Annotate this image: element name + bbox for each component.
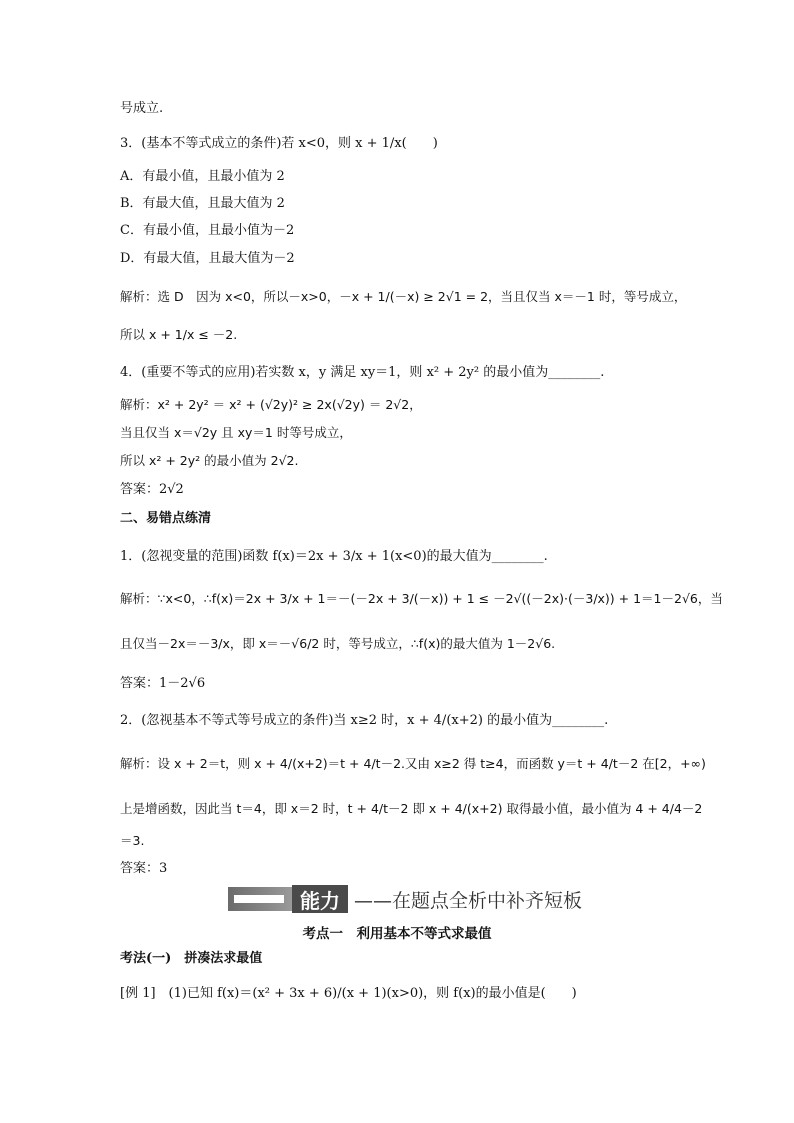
solution-line: 解析：∵x<0，∴f(x)＝2x + 3/x + 1＝－(－2x + 3/(－x)) + 1 ≤ －2√((－2x)·(－3/x)) + 1＝1－2√6，当 [120,591,723,606]
question-2: 2．(忽视基本不等式等号成立的条件)当 x≥2 时，x + 4/(x+2) 的最小值为________. [120,713,609,728]
banner-subtitle: ——在题点全析中补齐短板 [354,889,583,912]
answer-line: 答案：2√2 [120,482,184,497]
question-3: 3．(基本不等式成立的条件)若 x<0，则 x + 1/x( ) [120,136,438,151]
example-1: [例 1] (1)已知 f(x)＝(x² + 3x + 6)/(x + 1)(x>0)，则 f(x)的最小值是( ) [120,986,577,1001]
solution-line: 所以 x² + 2y² 的最小值为 2√2. [120,453,299,468]
solution-line: 解析：选 D 因为 x<0，所以－x>0，－x + 1/(－x) ≥ 2√1 = 2，当且仅当 x＝－1 时，等号成立， [120,289,687,304]
solution-line: ＝3. [120,833,145,848]
solution-line: 所以 x + 1/x ≤ －2. [120,327,238,342]
question-4: 4．(重要不等式的应用)若实数 x，y 满足 xy＝1，则 x² + 2y² 的最小值为________. [120,365,605,380]
solution-line: 且仅当－2x＝－3/x，即 x＝－√6/2 时，等号成立，∴f(x)的最大值为 1－2√6. [120,636,556,651]
ability-banner [228,885,582,913]
option-a: A．有最小值，且最小值为 2 [120,169,285,184]
solution-line: 解析：x² + 2y² ＝ x² + (√2y)² ≥ 2x(√2y) ＝ 2√2， [120,397,422,412]
section-title: 考点一 利用基本不等式求最值 [302,926,492,942]
banner-title: 能力 [292,885,348,913]
answer-line: 答案：3 [120,861,168,876]
question-1: 1．(忽视变量的范围)函数 f(x)＝2x + 3/x + 1(x<0)的最大值为________. [120,549,548,564]
solution-line: 解析：设 x + 2＝t，则 x + 4/(x+2)＝t + 4/t－2.又由 x≥2 得 t≥4，而函数 y＝t + 4/t－2 在[2，+∞) [120,756,706,771]
solution-line: 上是增函数，因此当 t＝4，即 x＝2 时，t + 4/t－2 即 x + 4/(x+2) 取得最小值，最小值为 4 + 4/4－2 [120,801,703,816]
section-heading: 二、易错点练清 [120,511,212,526]
option-d: D．有最大值，且最大值为－2 [120,251,295,266]
option-c: C．有最小值，且最小值为－2 [120,223,295,238]
text-line: 号成立. [120,101,164,116]
option-b: B．有最大值，且最大值为 2 [120,196,285,211]
banner-decoration [228,887,292,911]
method-title: 考法(一) 拼凑法求最值 [120,951,263,966]
solution-line: 当且仅当 x＝√2y 且 xy＝1 时等号成立， [120,425,352,440]
answer-line: 答案：1－2√6 [120,676,206,691]
